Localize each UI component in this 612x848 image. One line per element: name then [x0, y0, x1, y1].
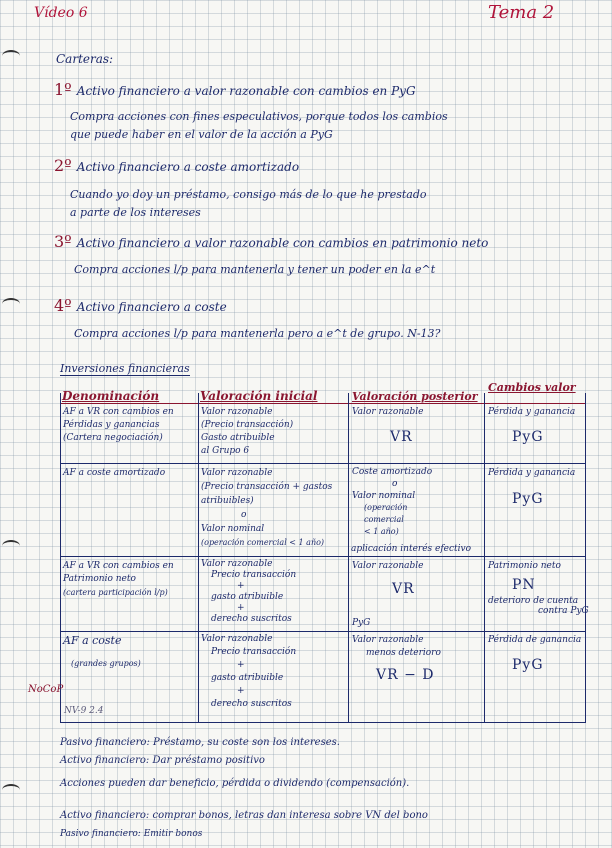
cell-line: Pérdidas y ganancias: [63, 420, 160, 430]
table-row-1-denominacion: [63, 406, 174, 445]
cell-line: Gasto atribuible: [201, 433, 275, 443]
cell-line: (cartera participación l/p): [63, 588, 168, 597]
table-rule: [60, 463, 586, 464]
table-row-4-posterior-abbr: VR − D: [376, 667, 435, 683]
table-rule: [60, 403, 586, 404]
cell-line: AF a coste: [63, 634, 122, 647]
cell-line: Valor nominal: [201, 524, 265, 534]
cartera-line: a parte de los intereses: [70, 206, 201, 219]
cartera-item-2: [54, 156, 299, 175]
cell-line: Patrimonio neto: [63, 574, 136, 584]
table-row-3-denominacion: [63, 560, 174, 599]
cell-line: (operación comercial < 1 año): [201, 538, 325, 547]
cell-line: (Cartera negociación): [63, 433, 163, 443]
cell-line: Patrimonio neto: [488, 561, 561, 571]
cartera-title: Activo financiero a valor razonable con cambios en patrimonio neto: [76, 236, 489, 250]
cartera-line: Compra acciones con fines especulativos, porque todos los cambios: [70, 110, 448, 123]
cell-line: comercial: [364, 515, 404, 524]
cell-line: AF a coste amortizado: [63, 468, 166, 478]
table-row-1-inicial: [201, 406, 293, 458]
footer-line: Activo financiero: comprar bonos, letras dan interesa sobre VN del bono: [60, 810, 428, 821]
cartera-line: Compra acciones l/p para mantenerla pero a e^t de grupo. N-13?: [74, 327, 441, 340]
cell-line: +: [237, 686, 245, 696]
cartera-number: 4º: [54, 296, 72, 315]
cell-line: Valor razonable: [352, 561, 424, 571]
table-row-1-posterior: [352, 406, 423, 419]
cartera-title: Activo financiero a valor razonable con cambios en PyG: [76, 84, 416, 98]
cell-line: al Grupo 6: [201, 446, 250, 456]
binder-hole: [2, 540, 20, 552]
col-header-denominacion: Denominación: [62, 389, 160, 403]
cell-line: (Precio transacción): [201, 420, 294, 430]
binder-hole: [2, 784, 20, 796]
table-rule: [348, 393, 349, 723]
header-topic-label: Tema 2: [488, 2, 555, 23]
table-row-4-denominacion: [63, 634, 141, 670]
cell-line: Coste amortizado: [352, 467, 433, 477]
cell-line: Valor razonable: [201, 468, 273, 478]
col-header-valoracion-inicial: Valoración inicial: [200, 389, 318, 403]
cell-line: o: [392, 479, 398, 489]
margin-note: NoCoP: [28, 684, 64, 695]
inversiones-title: Inversiones financieras: [60, 362, 190, 375]
table-row-1-cambios: [488, 406, 575, 419]
footer-line: Pasivo financiero: Préstamo, su coste son los intereses.: [60, 737, 340, 748]
cartera-line: que puede haber en el valor de la acción a PyG: [70, 128, 333, 141]
table-row-2-posterior: [352, 466, 432, 538]
col-header-valoracion-posterior: Valoración posterior: [352, 390, 478, 403]
table-row-3-cambios-abbr: PN: [512, 577, 536, 593]
cartera-item-4: [54, 296, 227, 315]
cell-line: +: [237, 660, 245, 670]
table-row-3-cambios-note: [488, 596, 589, 616]
table-row-3-cambios: [488, 560, 561, 573]
cell-line: o: [241, 510, 247, 520]
cell-line: +: [237, 581, 245, 591]
cell-line: AF a VR con cambios en: [63, 407, 174, 417]
col-header-cambios-valor: Cambios valor: [488, 381, 576, 394]
cell-line: (grandes grupos): [71, 659, 141, 668]
cell-line: atribuibles): [201, 496, 254, 506]
cell-line: Valor razonable: [201, 634, 273, 644]
cell-line: Valor razonable: [201, 559, 273, 569]
cell-line: gasto atribuible: [211, 592, 284, 602]
table-row-4-cambios-abbr: PyG: [512, 657, 544, 673]
header-video-label: Vídeo 6: [34, 5, 88, 21]
table-row-2-cambios-abbr: PyG: [512, 491, 544, 507]
cell-line: Valor nominal: [352, 491, 416, 501]
cartera-title: Activo financiero a coste: [76, 300, 227, 314]
footer-line: Activo financiero: Dar préstamo positivo: [60, 755, 265, 766]
cell-line: menos deterioro: [366, 648, 441, 658]
cell-line: derecho suscritos: [211, 699, 292, 709]
table-rule: [60, 556, 586, 557]
cell-line: +: [237, 603, 245, 613]
binder-hole: [2, 298, 20, 310]
cell-line: Valor razonable: [352, 635, 424, 645]
table-rule: [60, 631, 586, 632]
cell-line: deterioro de cuenta: [488, 596, 579, 606]
cell-line: Pérdida y ganancia: [488, 468, 576, 478]
cell-line: (operación: [364, 503, 408, 512]
footer-line: Pasivo financiero: Emitir bonos: [60, 829, 203, 839]
cell-line: (Precio transacción + gastos: [201, 482, 333, 492]
cell-line: contra PyG: [538, 606, 589, 616]
cartera-line: Compra acciones l/p para mantenerla y tener un poder en la e^t: [74, 263, 436, 276]
cartera-number: 1º: [54, 80, 72, 99]
table-row-2-posterior-note: aplicación interés efectivo: [351, 544, 472, 554]
cartera-item-1: [54, 80, 416, 99]
footer-line: Acciones pueden dar beneficio, pérdida o dividendo (compensación).: [60, 778, 410, 789]
cartera-number: 2º: [54, 156, 72, 175]
table-row-2-inicial: [201, 466, 332, 550]
cell-line: Valor razonable: [352, 407, 424, 417]
cell-line: derecho suscritos: [211, 614, 292, 624]
table-foot-note: NV-9 2.4: [64, 706, 104, 716]
table-row-1-posterior-abbr: VR: [390, 429, 413, 445]
table-row-2-denominacion: [63, 467, 165, 480]
table-row-2-cambios: [488, 467, 575, 480]
cell-line: gasto atribuible: [211, 673, 284, 683]
table-row-3-posterior-foot: PyG: [352, 618, 371, 628]
cell-line: Precio transacción: [211, 570, 297, 580]
cell-line: Valor razonable: [201, 407, 273, 417]
cell-line: AF a VR con cambios en: [63, 561, 174, 571]
table-rule: [60, 722, 586, 723]
table-rule: [198, 393, 199, 723]
table-rule: [60, 393, 61, 723]
table-row-4-posterior: [352, 634, 441, 660]
cartera-line: Cuando yo doy un préstamo, consigo más de lo que he prestado: [70, 188, 427, 201]
table-row-3-posterior-abbr: VR: [392, 581, 415, 597]
cartera-title: Activo financiero a coste amortizado: [76, 160, 300, 174]
table-row-4-inicial: [201, 633, 296, 711]
table-rule: [484, 393, 485, 723]
cell-line: Pérdida de ganancia: [488, 635, 582, 645]
binder-hole: [2, 50, 20, 62]
cartera-number: 3º: [54, 232, 72, 251]
table-row-3-posterior: [352, 560, 423, 573]
cell-line: < 1 año): [364, 527, 399, 536]
table-rule: [585, 393, 586, 723]
cartera-item-3: [54, 232, 488, 251]
table-row-3-inicial: [201, 559, 296, 625]
cell-line: Pérdida y ganancia: [488, 407, 576, 417]
carteras-title: Carteras:: [56, 52, 114, 66]
valuation-table: [60, 381, 589, 723]
table-row-4-cambios: [488, 634, 581, 647]
cell-line: Precio transacción: [211, 647, 297, 657]
table-row-1-cambios-abbr: PyG: [512, 429, 544, 445]
